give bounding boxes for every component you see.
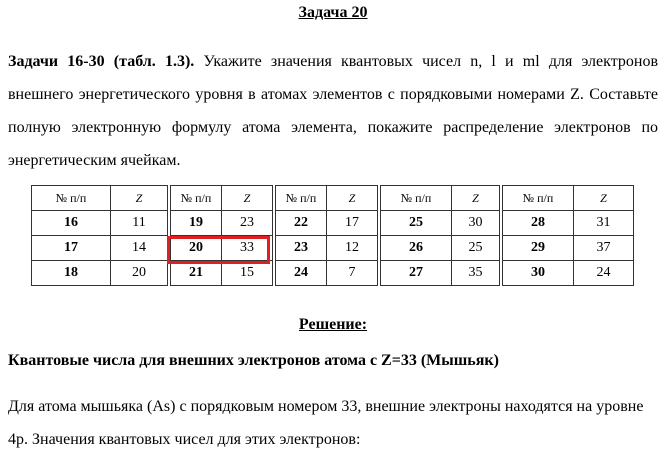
cell-no: 17 <box>32 236 111 261</box>
solution-subheading: Квантовые числа для внешних электронов атома с Z=33 (Мышьяк) <box>8 352 499 369</box>
cell-no: 28 <box>501 211 574 236</box>
table-row <box>32 211 634 236</box>
cell-z: 35 <box>452 261 502 286</box>
header-no: № п/п <box>501 186 574 211</box>
cell-no: 25 <box>379 211 452 236</box>
cell-no: 18 <box>32 261 111 286</box>
cell-no: 29 <box>501 236 574 261</box>
table-row <box>32 236 634 261</box>
cell-no: 23 <box>274 236 327 261</box>
task-text: Укажите значения квантовых чисел n, l и ml для электронов внешнего энергетического уровня в атомах элементов с порядковыми номерами Z. Составьте полную электронную формулу атома элемента, покажите распределение электронов по энергетическим ячейкам. <box>8 53 659 169</box>
cell-z: 15 <box>222 261 275 286</box>
cell-z: 31 <box>574 211 634 236</box>
cell-no: 24 <box>274 261 327 286</box>
cell-z: 11 <box>111 211 170 236</box>
table-row <box>32 261 634 286</box>
solution-body: Для атома мышьяка (As) с порядковым номером 33, внешние электроны находятся на уровне 4p. Значения квантовых чисел для этих электронов: <box>8 398 644 448</box>
header-no: № п/п <box>274 186 327 211</box>
header-z: Z <box>222 186 275 211</box>
cell-z: 25 <box>452 236 502 261</box>
table-header-row <box>32 186 634 211</box>
header-no: № п/п <box>379 186 452 211</box>
cell-no: 16 <box>32 211 111 236</box>
cell-z: 30 <box>452 211 502 236</box>
quantum-data-table <box>31 185 634 286</box>
header-z: Z <box>452 186 502 211</box>
cell-z: 12 <box>327 236 380 261</box>
cell-no: 26 <box>379 236 452 261</box>
cell-no: 19 <box>169 211 222 236</box>
cell-z-highlighted: 33 <box>222 236 275 261</box>
header-z: Z <box>574 186 634 211</box>
cell-no: 21 <box>169 261 222 286</box>
page-title: Задача 20 <box>298 4 368 21</box>
header-no: № п/п <box>169 186 222 211</box>
cell-z: 17 <box>327 211 380 236</box>
cell-no: 22 <box>274 211 327 236</box>
cell-z: 7 <box>327 261 380 286</box>
task-bold-prefix: Задачи 16-30 (табл. 1.3). <box>8 53 195 70</box>
header-z: Z <box>111 186 170 211</box>
solution-title: Решение: <box>298 316 368 333</box>
cell-no: 27 <box>379 261 452 286</box>
task-statement <box>8 45 658 177</box>
cell-z: 37 <box>574 236 634 261</box>
cell-z: 24 <box>574 261 634 286</box>
cell-z: 14 <box>111 236 170 261</box>
cell-no-highlighted: 20 <box>169 236 222 261</box>
header-z: Z <box>327 186 380 211</box>
header-no: № п/п <box>32 186 111 211</box>
cell-no: 30 <box>501 261 574 286</box>
cell-z: 20 <box>111 261 170 286</box>
cell-z: 23 <box>222 211 275 236</box>
